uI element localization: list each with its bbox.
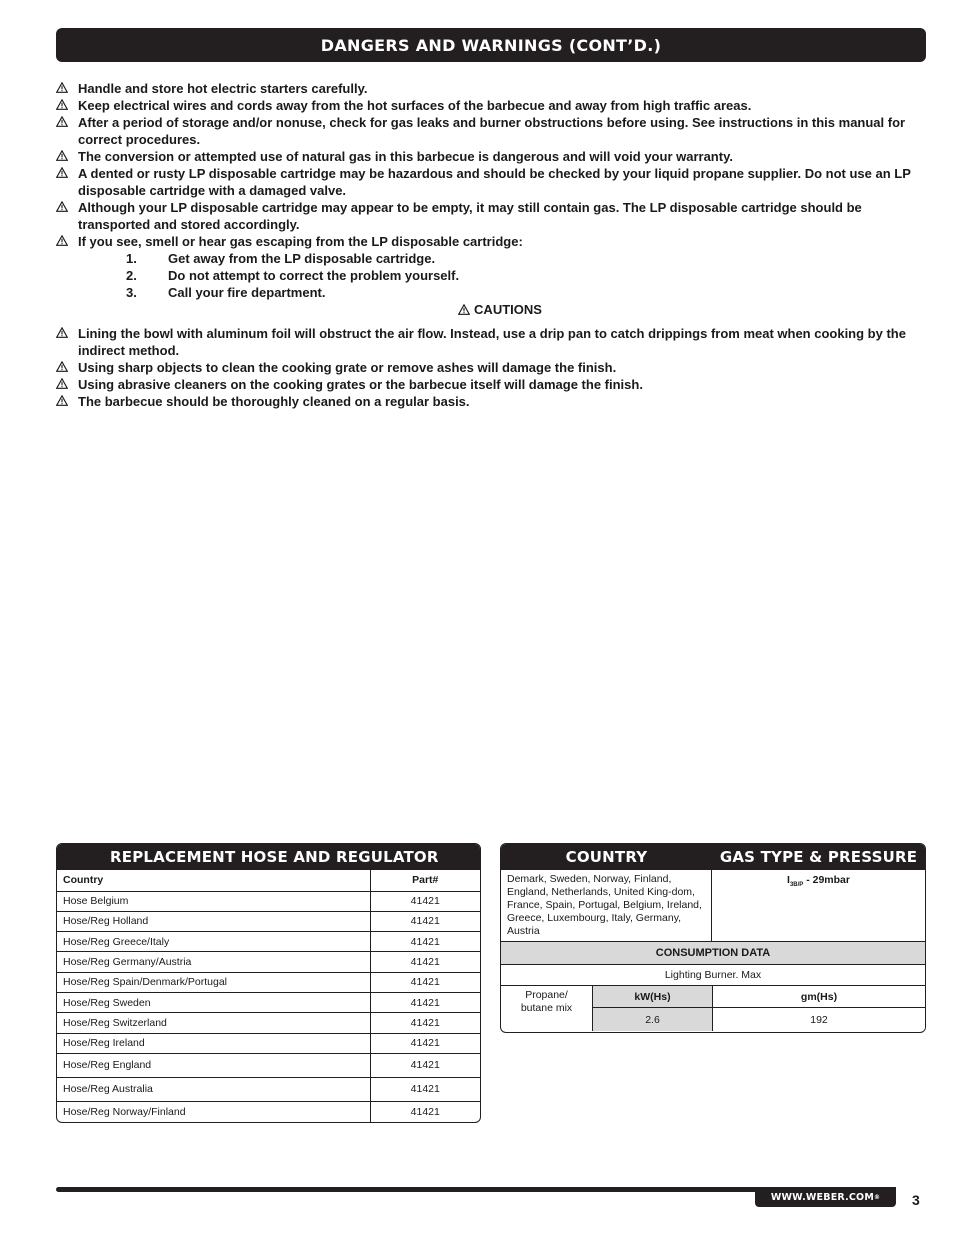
- warning-item: [56, 165, 926, 199]
- part-cell: 41421: [370, 972, 480, 992]
- caution-text: The barbecue should be thoroughly cleaned on a regular basis.: [78, 394, 470, 409]
- caution-item: [56, 359, 926, 376]
- gas-type-table: [500, 843, 926, 1033]
- table-row: [57, 891, 480, 911]
- warning-text: Although your LP disposable cartridge may appear to be empty, it may still contain gas. The LP disposable cartridge should be transported and stored accordingly.: [78, 200, 862, 232]
- country-cell: Hose/Reg Switzerland: [57, 1013, 370, 1033]
- part-cell: 41421: [370, 1077, 480, 1101]
- part-cell: 41421: [370, 1053, 480, 1077]
- step-text: Get away from the LP disposable cartridge.: [168, 251, 436, 266]
- country-cell: Hose Belgium: [57, 891, 370, 911]
- cautions-heading: [56, 301, 926, 318]
- warning-item: [56, 80, 926, 97]
- country-cell: Hose/Reg Greece/Italy: [57, 932, 370, 952]
- country-cell: Hose/Reg Norway/Finland: [63, 1105, 186, 1118]
- warning-text: After a period of storage and/or nonuse, check for gas leaks and burner obstructions before using. See instructions in this manual for correct procedures.: [78, 115, 906, 147]
- country-list: Demark, Sweden, Norway, Finland, England, Netherlands, United King-dom, France, Spain, Portugal, Belgium, Ireland, Greece, Luxembourg, Italy, Germany, Austria: [501, 870, 712, 941]
- warning-text: A dented or rusty LP disposable cartridge may be hazardous and should be checked by your liquid propane supplier. Do not use an LP disposable cartridge with a damaged valve.: [78, 166, 911, 198]
- country-heading: COUNTRY: [565, 848, 648, 866]
- fuel-type-line: Propane/: [525, 989, 568, 1001]
- warning-item: [56, 97, 926, 114]
- registered-mark: ®: [873, 1194, 881, 1201]
- caution-text: Lining the bowl with aluminum foil will obstruct the air flow. Instead, use a drip pan to catch drippings from meat when cooking by the indirect method.: [78, 326, 906, 358]
- country-cell: Hose/Reg Sweden: [57, 992, 370, 1012]
- warning-triangle-icon: [56, 376, 78, 389]
- gas-table-header: [501, 844, 925, 870]
- table-header-row: [57, 870, 480, 891]
- warning-text: Keep electrical wires and cords away from the hot surfaces of the barbecue and away from high traffic areas.: [78, 98, 752, 113]
- warning-triangle-icon: [56, 165, 78, 178]
- table-row: [57, 1033, 480, 1053]
- gm-column: [713, 986, 925, 1031]
- part-cell: 41421: [370, 1101, 480, 1121]
- table-row: [57, 1101, 480, 1121]
- pressure-value: - 29mbar: [803, 874, 850, 886]
- warning-triangle-icon: [56, 393, 78, 406]
- table-row: [57, 911, 480, 931]
- section-title: DANGERS AND WARNINGS (CONT’D.): [320, 35, 662, 55]
- country-cell: Hose/Reg Spain/Denmark/Portugal: [57, 972, 370, 992]
- country-column-header: Country: [57, 870, 370, 891]
- part-cell: 41421: [370, 891, 480, 911]
- step-number: 3.: [126, 285, 137, 300]
- caution-text: Using abrasive cleaners on the cooking grates or the barbecue itself will damage the finish.: [78, 377, 643, 392]
- country-cell: Hose/Reg England: [57, 1053, 370, 1077]
- table-row: [57, 992, 480, 1012]
- country-cell: Hose/Reg Holland: [57, 911, 370, 931]
- table-row: [57, 952, 480, 972]
- part-cell: 41421: [370, 932, 480, 952]
- kw-column: [593, 986, 713, 1031]
- country-cell: Hose/Reg Australia: [57, 1077, 370, 1101]
- part-cell: 41421: [370, 1033, 480, 1053]
- consumption-grid: [501, 986, 925, 1031]
- caution-item: [56, 325, 926, 359]
- gas-type-heading: GAS TYPE & PRESSURE: [719, 848, 918, 866]
- part-cell: 41421: [370, 911, 480, 931]
- step-number: 1.: [126, 251, 137, 266]
- part-cell: 41421: [370, 952, 480, 972]
- part-column-header: Part#: [370, 870, 480, 891]
- table-row: [57, 972, 480, 992]
- table-row: [57, 932, 480, 952]
- warning-text: If you see, smell or hear gas escaping from the LP disposable cartridge:: [78, 234, 523, 249]
- gas-category: I: [787, 874, 790, 886]
- part-cell: 41421: [370, 1013, 480, 1033]
- caution-item: [56, 393, 926, 410]
- step-item: [126, 267, 926, 284]
- page-number: 3: [912, 1192, 920, 1208]
- gm-header: gm(Hs): [713, 986, 925, 1008]
- part-cell: 41421: [370, 992, 480, 1012]
- warning-triangle-icon: [56, 114, 78, 127]
- gas-pressure: [712, 870, 925, 941]
- warning-item: [56, 114, 926, 148]
- warning-triangle-icon: [56, 80, 78, 93]
- country-cell: Hose/Reg Ireland: [57, 1033, 370, 1053]
- kw-header: kW(Hs): [593, 986, 712, 1008]
- footer-website-tab: [755, 1188, 896, 1207]
- table-row: [57, 1053, 480, 1077]
- fuel-type-line: butane mix: [520, 1002, 573, 1014]
- warning-triangle-icon: [56, 97, 78, 110]
- country-cell: Hose/Reg Germany/Austria: [57, 952, 370, 972]
- consumption-data-title: CONSUMPTION DATA: [501, 942, 925, 965]
- step-item: [126, 284, 926, 301]
- caution-text: Using sharp objects to clean the cooking grate or remove ashes will damage the finish.: [78, 360, 617, 375]
- warning-triangle-icon: [56, 325, 78, 338]
- replacement-hose-table: [56, 843, 481, 1123]
- step-number: 2.: [126, 268, 137, 283]
- gas-category-subscript: 3B/P: [789, 882, 804, 889]
- table-row: [57, 1077, 480, 1101]
- website-url: WWW.WEBER.COM: [770, 1192, 874, 1203]
- warning-item: [56, 148, 926, 165]
- hose-table-title: REPLACEMENT HOSE AND REGULATOR: [57, 844, 480, 870]
- lighting-burner-label: Lighting Burner. Max: [501, 965, 925, 986]
- fuel-type: [501, 986, 593, 1031]
- warning-item: [56, 199, 926, 233]
- warning-triangle-icon: [458, 304, 470, 315]
- hose-table: [57, 870, 480, 1122]
- warning-text: The conversion or attempted use of natural gas in this barbecue is dangerous and will void your warranty.: [78, 149, 733, 164]
- country-pressure-row: [501, 870, 925, 942]
- warning-triangle-icon: [56, 233, 78, 246]
- warnings-list: [56, 80, 926, 410]
- step-text: Call your fire department.: [168, 285, 326, 300]
- warning-text: Handle and store hot electric starters carefully.: [78, 81, 368, 96]
- section-title-banner: [56, 28, 926, 62]
- warning-triangle-icon: [56, 148, 78, 161]
- warning-item: [56, 233, 926, 250]
- cautions-title: CAUTIONS: [474, 302, 542, 317]
- warning-triangle-icon: [56, 359, 78, 372]
- kw-value: 2.6: [593, 1008, 712, 1031]
- step-item: [126, 250, 926, 267]
- warning-triangle-icon: [56, 199, 78, 212]
- gas-leak-steps: [126, 250, 926, 301]
- caution-item: [56, 376, 926, 393]
- gm-value: 192: [713, 1008, 925, 1031]
- step-text: Do not attempt to correct the problem yourself.: [168, 268, 460, 283]
- table-row: [57, 1013, 480, 1033]
